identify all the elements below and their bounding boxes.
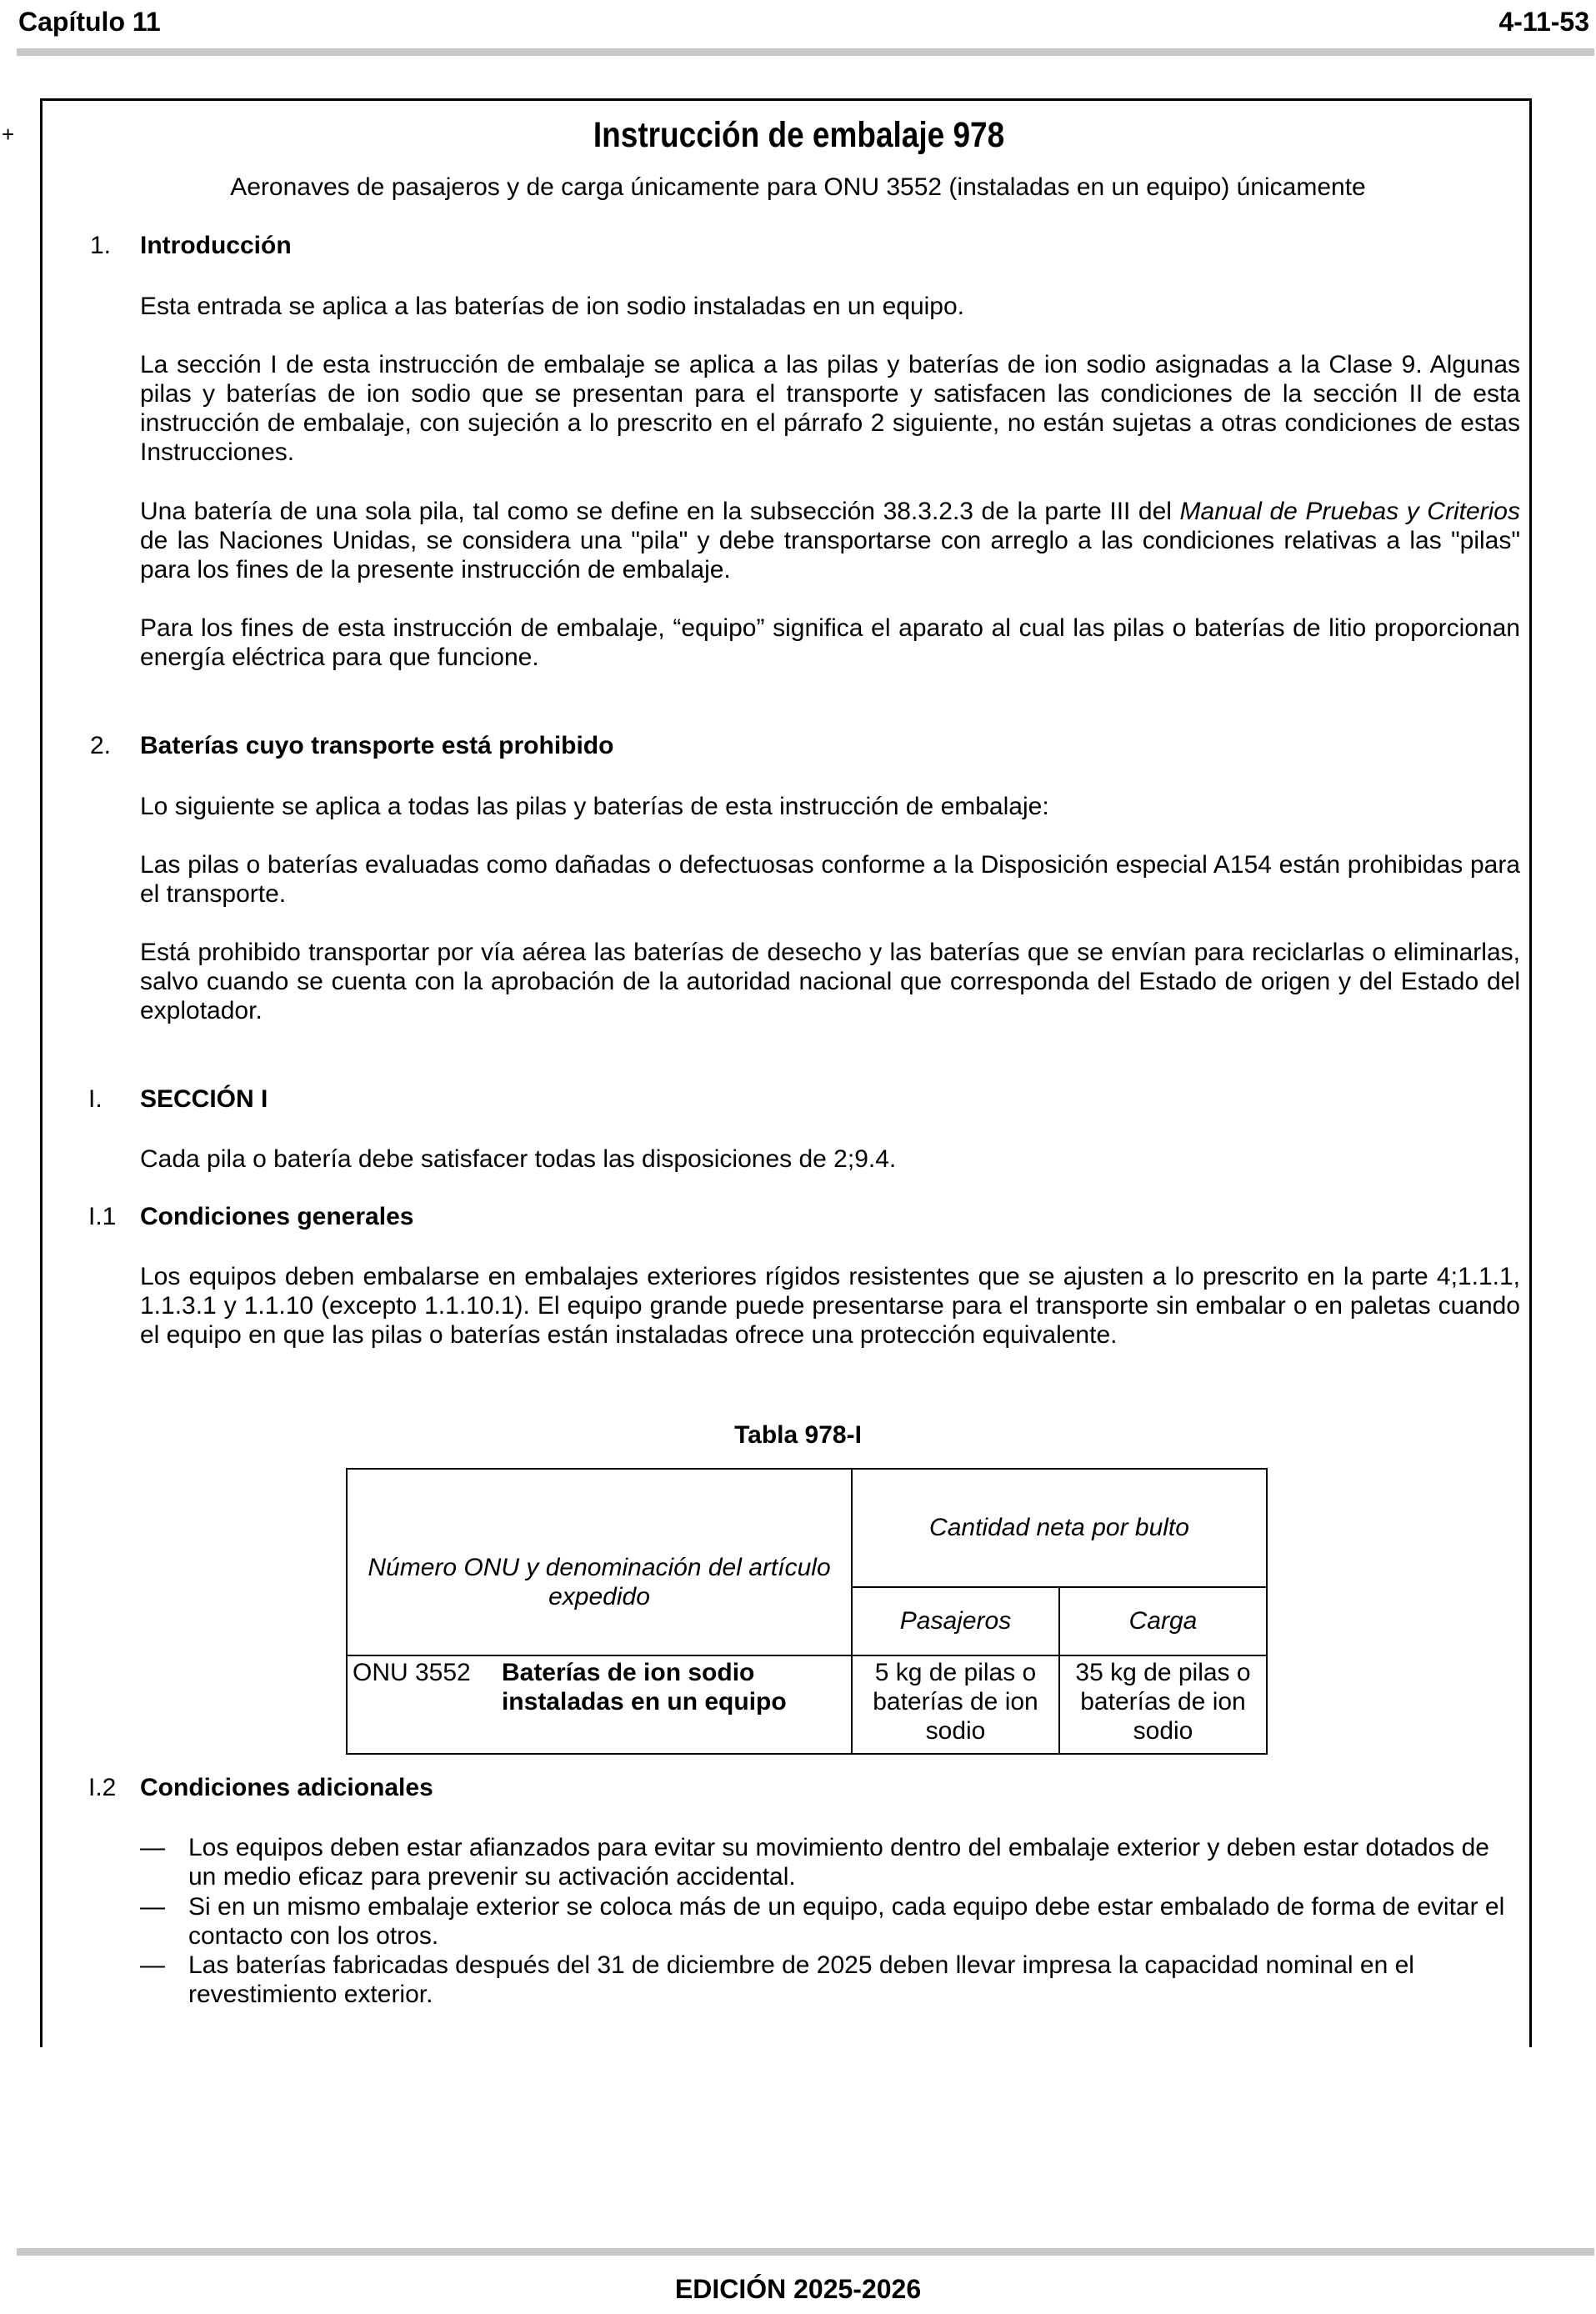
footer-rule	[17, 2248, 1594, 2256]
chapter-label: Capítulo 11	[18, 7, 161, 37]
cell-un-number: ONU 3552	[347, 1655, 497, 1754]
section-I1-heading: Condiciones generales	[140, 1203, 414, 1230]
edition-footer: EDICIÓN 2025-2026	[674, 2274, 922, 2304]
cell-cargo-qty: 35 kg de pilas o baterías de ion sodio	[1059, 1655, 1267, 1754]
p3-text-b: de las Naciones Unidas, se considera una "pila" y debe transportarse con arreglo a las condiciones relativas a las "pilas" para los fines de la presente instrucción de embalaje.	[140, 527, 1520, 584]
list-item-text: Los equipos deben estar afianzados para evitar su movimiento dentro del embalaje exterior y deben estar dotados de un medio eficaz para prevenir su activación accidental.	[188, 1834, 1489, 1891]
table-title: Tabla 978-I	[734, 1421, 862, 1449]
section-2-paragraph-2: Las pilas o baterías evaluadas como dañadas o defectuosas conforme a la Disposición especial A154 están prohibidas para el transporte.	[140, 851, 1520, 908]
header-rule	[17, 48, 1594, 56]
section-I-number: I.	[88, 1085, 103, 1113]
section-I2-heading: Condiciones adicionales	[140, 1774, 433, 1801]
cell-shipping-name: Baterías de ion sodio instaladas en un equipo	[497, 1655, 852, 1754]
section-I-paragraph: Cada pila o batería debe satisfacer todas las disposiciones de 2;9.4.	[140, 1145, 897, 1173]
page-subtitle: Aeronaves de pasajeros y de carga únicamente para ONU 3552 (instaladas en un equipo) únicamente	[230, 173, 1366, 201]
table-header-row	[347, 1469, 1267, 1587]
section-2-heading: Baterías cuyo transporte está prohibido	[140, 732, 614, 759]
dash-marker: —	[140, 1951, 165, 1979]
list-item	[140, 1833, 1520, 1891]
revision-mark: +	[2, 122, 15, 147]
section-I1-number: I.1	[88, 1203, 117, 1230]
p3-text-a: Una batería de una sola pila, tal como se define en la subsección 38.3.2.3 de la parte III del	[140, 498, 1180, 525]
list-item	[140, 1892, 1520, 1951]
list-item	[140, 1951, 1520, 2009]
cell-pax-qty: 5 kg de pilas o baterías de ion sodio	[852, 1655, 1059, 1754]
list-item-text: Las baterías fabricadas después del 31 de diciembre de 2025 deben llevar impresa la capacidad nominal en el revestimiento exterior.	[188, 1951, 1414, 2008]
section-I-heading: SECCIÓN I	[140, 1085, 268, 1113]
dash-marker: —	[140, 1893, 165, 1921]
col-header-cargo: Carga	[1059, 1587, 1267, 1655]
page-number: 4-11-53	[1498, 7, 1589, 37]
section-2-paragraph-1: Lo siguiente se aplica a todas las pilas y baterías de esta instrucción de embalaje:	[140, 793, 1049, 820]
section-I1-paragraph: Los equipos deben embalarse en embalajes exteriores rígidos resistentes que se ajusten a lo prescrito en la parte 4;1.1.1, 1.1.3.1 y 1.1.10 (excepto 1.1.10.1). El equipo grande puede presentarse para el transporte sin embalar o en paletas cuando el equipo en que las pilas o baterías están instaladas ofrece una protección equivalente.	[140, 1263, 1520, 1349]
col-header-qty: Cantidad neta por bulto	[852, 1469, 1267, 1587]
section-I2-number: I.2	[88, 1774, 117, 1801]
section-1-paragraph-3	[140, 497, 1520, 584]
table-row	[347, 1655, 1267, 1754]
table-978-I	[346, 1468, 1268, 1755]
list-item-text: Si en un mismo embalaje exterior se coloca más de un equipo, cada equipo debe estar embalado de forma de evitar el contacto con los otros.	[188, 1893, 1505, 1950]
col-header-un: Número ONU y denominación del artículo expedido	[347, 1469, 852, 1655]
col-header-pax: Pasajeros	[852, 1587, 1059, 1655]
manual-reference: Manual de Pruebas y Criterios	[1179, 498, 1520, 525]
section-1-heading: Introducción	[140, 232, 292, 259]
section-2-paragraph-3: Está prohibido transportar por vía aérea las baterías de desecho y las baterías que se envían para reciclarlas o eliminarlas, salvo cuando se cuenta con la aprobación de la autoridad nacional que corresponda del Estado de origen y del Estado del explotador.	[140, 939, 1520, 1024]
section-1-paragraph-1: Esta entrada se aplica a las baterías de ion sodio instaladas en un equipo.	[140, 293, 965, 320]
dash-marker: —	[140, 1834, 165, 1861]
section-1-paragraph-4: Para los fines de esta instrucción de embalaje, “equipo” significa el aparato al cual las pilas o baterías de litio proporcionan energía eléctrica para que funcione.	[140, 614, 1520, 671]
section-1-number: 1.	[90, 232, 112, 259]
section-2-number: 2.	[90, 732, 112, 759]
page-title: Instrucción de embalaje 978	[593, 115, 1005, 155]
section-1-paragraph-2: La sección I de esta instrucción de embalaje se aplica a las pilas y baterías de ion sodio asignadas a la Clase 9. Algunas pilas y baterías de ion sodio que se presentan para el transporte y satisfacen las condiciones de la sección II de esta instrucción de embalaje, con sujeción a lo prescrito en el párrafo 2 siguiente, no están sujetas a otras condiciones de estas Instrucciones.	[140, 351, 1520, 466]
